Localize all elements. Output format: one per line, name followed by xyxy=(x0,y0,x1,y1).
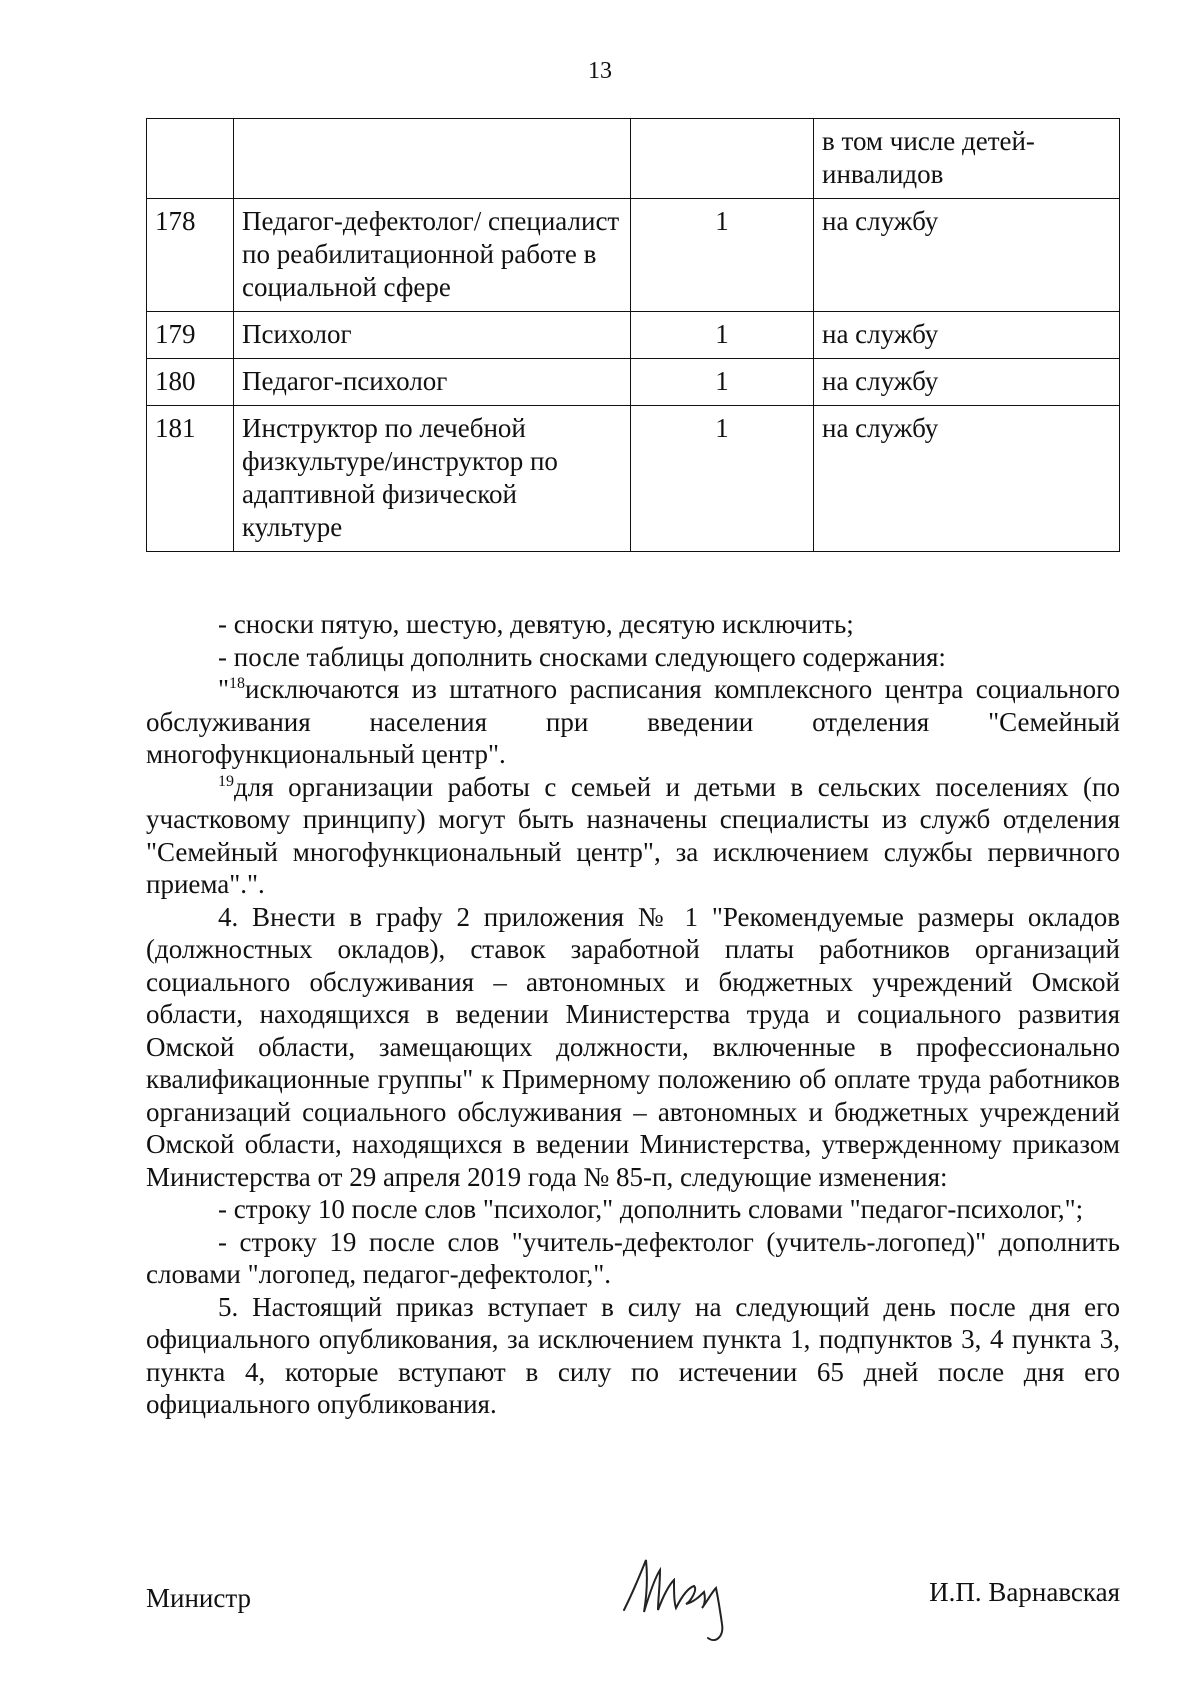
note-cell: на службу xyxy=(814,199,1120,312)
note-cell: на службу xyxy=(814,359,1120,406)
table-row xyxy=(147,312,1120,359)
signer-position: Министр xyxy=(146,1583,251,1613)
footnote-18 xyxy=(146,673,1120,771)
paragraph-footnotes-exclude: - сноски пятую, шестую, девятую, десятую исключить; xyxy=(218,609,854,639)
paragraph-4-line-10: - строку 10 после слов "психолог," дополнить словами "педагог-психолог,"; xyxy=(218,1194,1084,1224)
position-name-cell: Педагог-дефектолог/ специалист по реабилитационной работе в социальной сфере xyxy=(234,199,631,312)
footnote-18-mark: 18 xyxy=(229,675,246,692)
table-row xyxy=(147,359,1120,406)
row-number-cell: 178 xyxy=(147,199,234,312)
row-number-cell: 179 xyxy=(147,312,234,359)
page-number: 13 xyxy=(588,58,612,84)
position-name-cell: Педагог-психолог xyxy=(234,359,631,406)
table-row xyxy=(147,119,1120,199)
quantity-cell: 1 xyxy=(631,199,814,312)
position-name-cell xyxy=(234,119,631,199)
signer-name: И.П. Варнавская xyxy=(929,1577,1120,1607)
staff-table xyxy=(146,118,1120,552)
quantity-cell: 1 xyxy=(631,312,814,359)
handwritten-signature xyxy=(616,1540,756,1650)
signature-block xyxy=(146,1577,1120,1652)
table-row xyxy=(147,406,1120,552)
row-number-cell: 181 xyxy=(147,406,234,552)
quantity-cell xyxy=(631,119,814,199)
footnote-18-quote: " xyxy=(218,674,230,704)
quantity-cell: 1 xyxy=(631,359,814,406)
quantity-cell: 1 xyxy=(631,406,814,552)
footnote-19-text: для организации работы с семьей и детьми в сельских поселениях (по участковому принципу) могут быть назначены специалисты из служб отделения "Семейный многофункциональный центр", за исключением службы первичного приема".". xyxy=(146,771,1120,899)
footnote-19 xyxy=(146,771,1120,901)
row-number-cell xyxy=(147,119,234,199)
paragraph-5: 5. Настоящий приказ вступает в силу на следующий день после дня его официального опубликования, за исключением пункта 1, подпунктов 3, 4 пункта 3, пункта 4, которые вступают в силу по истечении 65 дней после дня его официального опубликования. xyxy=(146,1291,1120,1419)
document-body xyxy=(146,608,1120,1421)
paragraph-footnotes-add: - после таблицы дополнить сносками следующего содержания: xyxy=(218,641,946,672)
note-cell: на службу xyxy=(814,406,1120,552)
paragraph-4: 4. Внести в графу 2 приложения № 1 "Рекомендуемые размеры окладов (должностных окладов), ставок заработной платы работников организаций социального обслуживания – автономных и бюджетных учреждений Омской области, находящихся в ведении Министерства труда и социального развития Омской области, замещающих должности, включенные в профессионально квалификационные группы" к Примерному положению об оплате труда работников организаций социального обслуживания – автономных и бюджетных учреждений Омской области, находящихся в ведении Министерства, утвержденному приказом Министерства от 29 апреля 2019 года № 85-п, следующие изменения: xyxy=(146,901,1120,1192)
note-cell: в том числе детей-инвалидов xyxy=(814,119,1120,199)
footnote-19-mark: 19 xyxy=(218,772,234,790)
footnote-18-text: исключаются из штатного расписания комплексного центра социального обслуживания населения при введении отделения "Семейный многофункциональный центр". xyxy=(146,674,1120,769)
note-cell: на службу xyxy=(814,312,1120,359)
paragraph-4-line-19: - строку 19 после слов "учитель-дефектолог (учитель-логопед)" дополнить словами "логопед, педагог-дефектолог,". xyxy=(146,1226,1120,1289)
position-name-cell: Психолог xyxy=(234,312,631,359)
row-number-cell: 180 xyxy=(147,359,234,406)
position-name-cell: Инструктор по лечебной физкультуре/инструктор по адаптивной физической культуре xyxy=(234,406,631,552)
table-row xyxy=(147,199,1120,312)
